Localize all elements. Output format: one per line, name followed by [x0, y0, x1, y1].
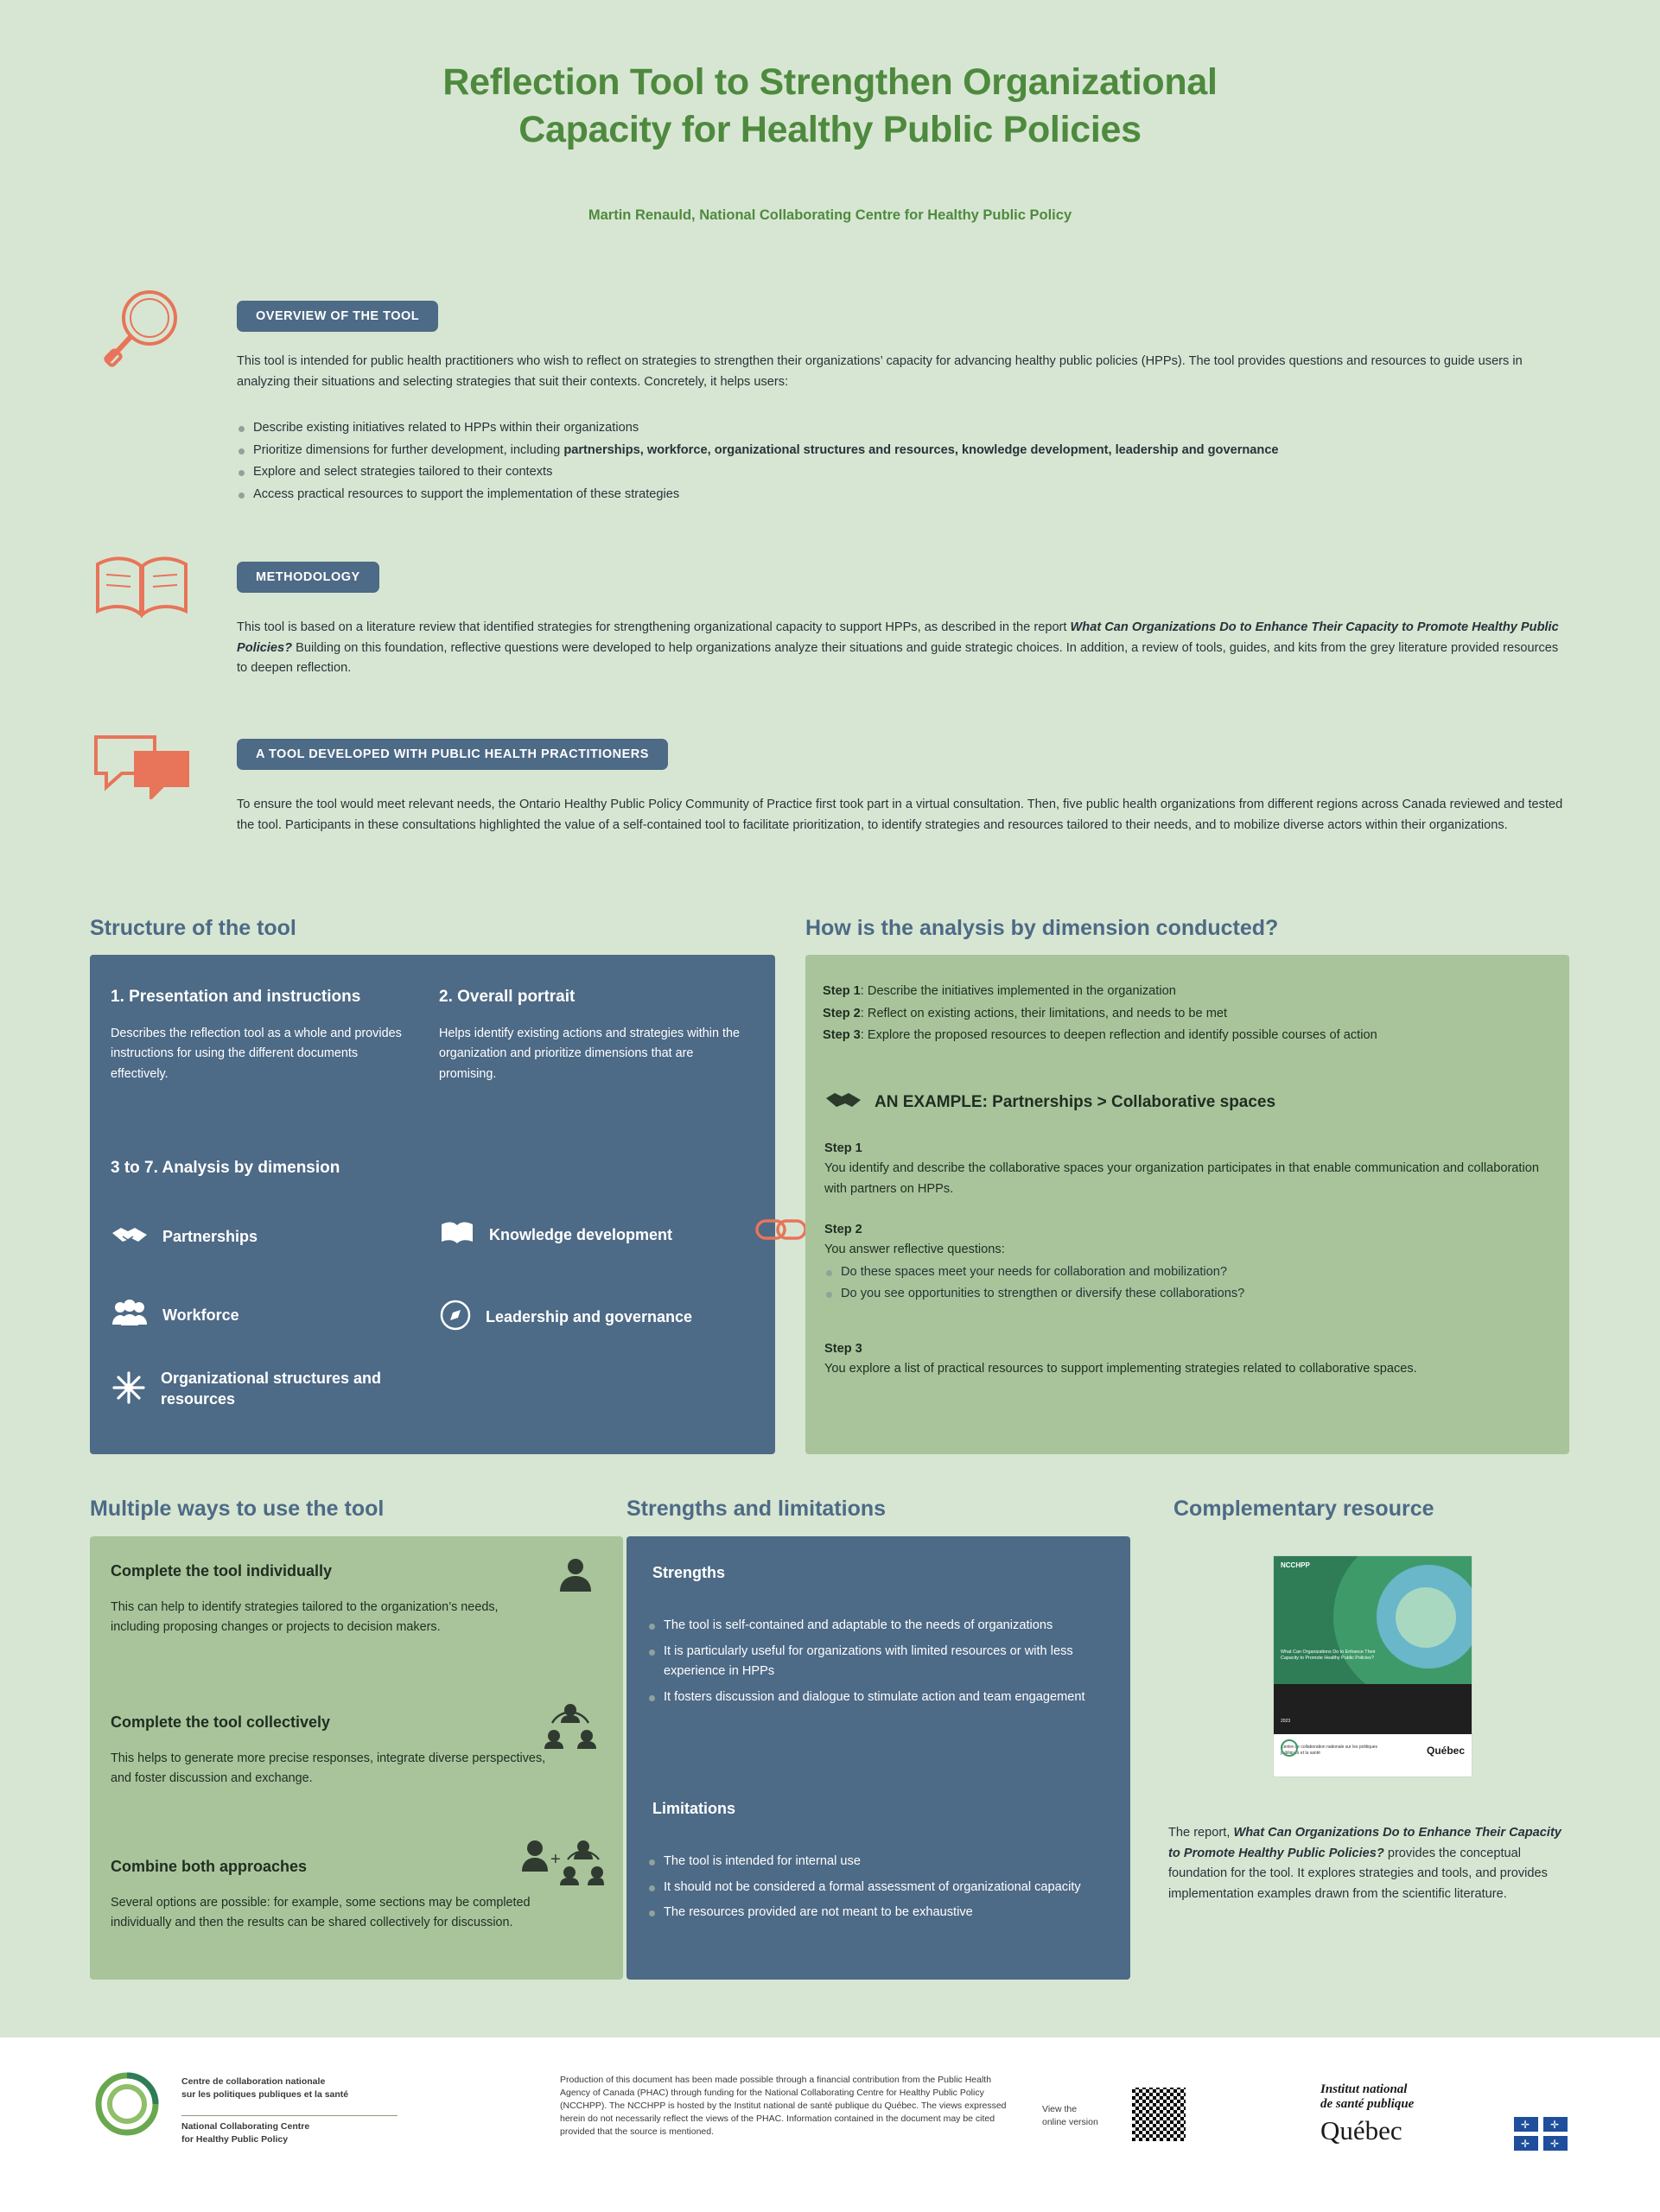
analysis-step: [823, 1025, 1553, 1047]
svg-text:+: +: [550, 1850, 561, 1869]
list-item-text: The resources provided are not meant to be exhaustive: [664, 1905, 973, 1920]
dimension-label: Organizational structures and resources: [161, 1370, 382, 1408]
author-line: Martin Renauld, National Collaborating Centre for Healthy Public Policy: [588, 207, 1072, 223]
report-brand: NCCHPP: [1281, 1561, 1310, 1569]
step-text: You explore a list of practical resources to support implementing strategies related to collaborative spaces.: [824, 1362, 1417, 1376]
svg-text:✛: ✛: [1521, 2119, 1530, 2131]
footer-divider: [181, 2115, 398, 2116]
usage-item-title: Complete the tool individually: [111, 1562, 333, 1580]
svg-text:✛: ✛: [1550, 2138, 1560, 2150]
dimension-organizational-structures: [111, 1368, 404, 1410]
usage-item-1: [111, 1562, 525, 1638]
structure-card-1: [111, 988, 413, 1084]
structure-panel: [90, 955, 775, 1454]
analysis-example-title-row: [824, 1086, 1275, 1118]
dimension-label: Workforce: [162, 1306, 239, 1324]
footer-view-online-line2: online version: [1042, 2116, 1098, 2127]
list-item: [647, 1616, 1110, 1637]
report-cover-footer-right: Québec: [1426, 1745, 1465, 1757]
structure-card-2-title: 2. Overall portrait: [439, 988, 576, 1006]
book-icon: [439, 1219, 475, 1251]
footer-logo-en-line1: National Collaborating Centre: [181, 2121, 310, 2132]
analysis-panel: [805, 955, 1569, 1454]
group-cycle-icon: [544, 1700, 597, 1755]
practitioners-paragraph: To ensure the tool would meet relevant needs, the Ontario Healthy Public Policy Community of Practice first took part in a virtual consultation. Then, five public health organizations from different regions across Canada reviewed and tested the tool. Participants in these consultations highlighted the value of a self-contained tool to facilitate prioritization, to identify strategies and resources tailored to their needs, and to mobilize diverse actors within their organizations.: [237, 798, 1563, 832]
step-text: You identify and describe the collaborative spaces your organization participates in that enable communication and collaboration with partners on HPPs.: [824, 1161, 1539, 1196]
dimension-workforce: [111, 1299, 239, 1332]
step-label: Step 3: [823, 1028, 861, 1043]
methodology-paragraph: [237, 618, 1572, 679]
strengths-title: Strengths: [652, 1564, 726, 1581]
list-item-text: It is particularly useful for organizations with limited resources or with less experience in HPPs: [664, 1643, 1073, 1679]
practitioners-pill: A TOOL DEVELOPED WITH PUBLIC HEALTH PRACTITIONERS: [237, 739, 668, 770]
ncchpp-logo-icon: [93, 2070, 161, 2142]
methodology-text-post: Building on this foundation, reflective questions were developed to help organizations analyze their situations and guide strategic choices. In addition, a review of tools, guides, and kits from the grey literature provided resources to deepen reflection.: [237, 640, 1559, 676]
list-item: [824, 1284, 1550, 1305]
footer-logo-fr-line2: sur les politiques publiques et la santé: [181, 2088, 349, 2100]
report-cover: [1273, 1555, 1472, 1777]
step-text: : Reflect on existing actions, their limitations, and needs to be met: [860, 1006, 1228, 1020]
inspq-logo: [1320, 2082, 1414, 2146]
structure-card-2: [439, 988, 750, 1084]
footer: [0, 2037, 1660, 2212]
list-item: [647, 1852, 1110, 1872]
quebec-flag-icon: [1514, 2117, 1568, 2156]
list-item-text: Do these spaces meet your needs for collaboration and mobilization?: [841, 1264, 1227, 1279]
list-item-text: The tool is self-contained and adaptable to the needs of organizations: [664, 1618, 1053, 1632]
overview-paragraph: This tool is intended for public health practitioners who wish to reflect on strategies to strengthen their organizations’ capacity for advancing healthy public policies (HPPs). The tool provides questions and resources to guide users in analyzing their situations and selecting strategies that suit their contexts. Concretely, it helps users:: [237, 354, 1523, 389]
report-cover-title: What Can Organizations Do to Enhance Their Capacity to Promote Healthy Public Policies?: [1281, 1649, 1376, 1662]
footer-logo-fr-line1: Centre de collaboration nationale: [181, 2076, 326, 2087]
dimension-leadership-governance: [439, 1299, 692, 1336]
analysis-example-title: AN EXAMPLE: Partnerships > Collaborative spaces: [875, 1092, 1276, 1111]
analysis-section-title: How is the analysis by dimension conducted?: [805, 916, 1279, 940]
analysis-step: [823, 981, 1553, 1003]
step-text: You answer reflective questions:: [824, 1243, 1005, 1256]
step-label: Step 3: [824, 1342, 862, 1356]
step-text: : Describe the initiatives implemented in the organization: [860, 984, 1176, 998]
list-item: [237, 462, 1585, 483]
step-label: Step 2: [823, 1006, 861, 1020]
strengths-section-title: Strengths and limitations: [626, 1497, 887, 1521]
structure-card-1-title: 1. Presentation and instructions: [111, 988, 361, 1006]
footer-credits: Production of this document has been made possible through a financial contribution from the Public Health Agency of Canada (PHAC) through funding for the National Collaborating Centre for Healthy Public Policy (NCCHPP). The NCCHPP is hosted by the Institut national de santé publique du Québec. The views expressed herein do not necessarily reflect the views of the PHAC. Information contained in the document may be cited provided that the source is mentioned.: [560, 2075, 1007, 2137]
list-item-text: It fosters discussion and dialogue to stimulate action and team engagement: [664, 1689, 1085, 1704]
person-icon: [556, 1555, 595, 1599]
speech-bubbles-icon: [91, 730, 194, 804]
list-item-text: Access practical resources to support the implementation of these strategies: [253, 486, 680, 501]
list-item-text: Describe existing initiatives related to HPPs within their organizations: [253, 421, 639, 435]
person-plus-group-icon: [521, 1837, 604, 1891]
list-item: [647, 1878, 1110, 1898]
caption-bold: What Can Organizations Do to Enhance Their Capacity to Promote Healthy Public Policies?: [1168, 1826, 1561, 1860]
complementary-caption: [1168, 1823, 1570, 1905]
usage-section-title: Multiple ways to use the tool: [90, 1497, 385, 1521]
analysis-example-step2: [824, 1223, 1550, 1305]
list-item: [237, 485, 1585, 505]
strengths-panel: [626, 1536, 1130, 1980]
analysis-example-step1: [824, 1141, 1550, 1199]
list-item-text: Do you see opportunities to strengthen or diversify these collaborations?: [841, 1287, 1245, 1301]
list-item: [237, 441, 1585, 461]
report-cover-logo-icon: [1281, 1739, 1298, 1757]
methodology-pill: METHODOLOGY: [237, 562, 379, 593]
list-item-text: The tool is intended for internal use: [664, 1854, 861, 1868]
page-title: [0, 59, 1660, 154]
strengths-list: [647, 1616, 1110, 1710]
overview-pill: OVERVIEW OF THE TOOL: [237, 301, 438, 332]
limitations-list: [647, 1852, 1110, 1925]
footer-logo-en: [181, 2120, 415, 2146]
report-cover-footer-left: Centre de collaboration nationale sur les politiques publiques et la santé: [1281, 1745, 1378, 1756]
footer-view-online: [1042, 2103, 1120, 2129]
analysis-steps: [823, 981, 1553, 1047]
structure-card-2-text: Helps identify existing actions and strategies within the organization and prioritize dimensions that are promising.: [439, 1027, 740, 1081]
methodology-text-pre: This tool is based on a literature review that identified strategies for strengthening organizational capacity to support HPPs, as described in the report: [237, 620, 1071, 634]
step-label: Step 1: [823, 984, 861, 998]
dimension-partnerships: [111, 1221, 258, 1253]
qr-code[interactable]: [1132, 2088, 1186, 2141]
list-item: [824, 1262, 1550, 1283]
structure-section-title: Structure of the tool: [90, 916, 296, 940]
inspq-line3: Québec: [1320, 2115, 1402, 2145]
dimension-label: Leadership and governance: [486, 1308, 693, 1325]
list-item: [237, 418, 1585, 439]
usage-item-title: Combine both approaches: [111, 1858, 308, 1875]
list-item-text: It should not be considered a formal assessment of organizational capacity: [664, 1879, 1081, 1894]
people-icon: [111, 1299, 149, 1332]
usage-item-text: This helps to generate more precise responses, integrate diverse perspectives, and foster discussion and exchange.: [111, 1751, 546, 1786]
report-cover-date: 2023: [1281, 1719, 1291, 1724]
methodology-report-title: What Can Organizations Do to Enhance Their Capacity to Promote Healthy Public Policies?: [237, 620, 1559, 655]
usage-item-text: Several options are possible: for example, some sections may be completed individually and then the results can be shared collectively for discussion.: [111, 1896, 531, 1930]
limitations-title: Limitations: [652, 1800, 736, 1817]
structure-dimensions-title: 3 to 7. Analysis by dimension: [111, 1159, 340, 1177]
caption-post: provides the conceptual foundation for the tool. It explores strategies and tools, and provides implementation examples drawn from the scientific literature.: [1168, 1846, 1548, 1901]
list-item: [647, 1688, 1110, 1708]
usage-item-text: This can help to identify strategies tailored to the organization’s needs, including proposing changes or projects to decision makers.: [111, 1600, 499, 1635]
list-item: [647, 1903, 1110, 1923]
compass-icon: [439, 1299, 472, 1336]
list-item-text: Explore and select strategies tailored to their contexts: [253, 465, 553, 480]
overview-bullets: [237, 418, 1585, 507]
dimension-label: Knowledge development: [489, 1226, 673, 1243]
caption-pre: The report,: [1168, 1826, 1234, 1840]
handshake-icon: [824, 1086, 862, 1118]
link-chain-icon: [754, 1214, 809, 1249]
open-book-icon: [91, 549, 193, 627]
magnifier-icon: [99, 285, 194, 376]
analysis-example-step2-bullets: [824, 1262, 1550, 1305]
step-label: Step 2: [824, 1223, 862, 1236]
list-item: [647, 1642, 1110, 1682]
complementary-section-title: Complementary resource: [1173, 1497, 1434, 1521]
page-title-line2: Capacity for Healthy Public Policies: [518, 109, 1142, 151]
dimension-knowledge-development: [439, 1219, 672, 1251]
structure-card-1-text: Describes the reflection tool as a whole and provides instructions for using the different documents effectively.: [111, 1027, 402, 1081]
svg-text:✛: ✛: [1521, 2138, 1530, 2150]
inspq-line2: de santé publique: [1320, 2097, 1415, 2111]
footer-logo-en-line2: for Healthy Public Policy: [181, 2133, 289, 2145]
handshake-icon: [111, 1221, 149, 1253]
footer-logo-fr: [181, 2075, 415, 2101]
footer-view-online-line1: View the: [1042, 2104, 1078, 2114]
gear-snowflake-icon: [111, 1370, 147, 1410]
analysis-example-step3: [824, 1342, 1550, 1380]
step-text: : Explore the proposed resources to deepen reflection and identify possible courses of action: [860, 1028, 1377, 1043]
page-title-line1: Reflection Tool to Strengthen Organizational: [442, 61, 1218, 103]
list-item-text: Prioritize dimensions for further development, including: [253, 442, 564, 457]
usage-item-2: [111, 1713, 560, 1789]
inspq-line1: Institut national: [1320, 2082, 1408, 2096]
usage-panel: [90, 1536, 623, 1980]
dimension-label: Partnerships: [162, 1228, 258, 1245]
svg-text:✛: ✛: [1550, 2119, 1560, 2131]
usage-item-3: [111, 1858, 577, 1934]
analysis-step: [823, 1003, 1553, 1026]
list-item-bold: partnerships, workforce, organizational structures and resources, knowledge development, leadership and governance: [563, 442, 1279, 457]
usage-item-title: Complete the tool collectively: [111, 1713, 331, 1731]
step-label: Step 1: [824, 1141, 862, 1155]
